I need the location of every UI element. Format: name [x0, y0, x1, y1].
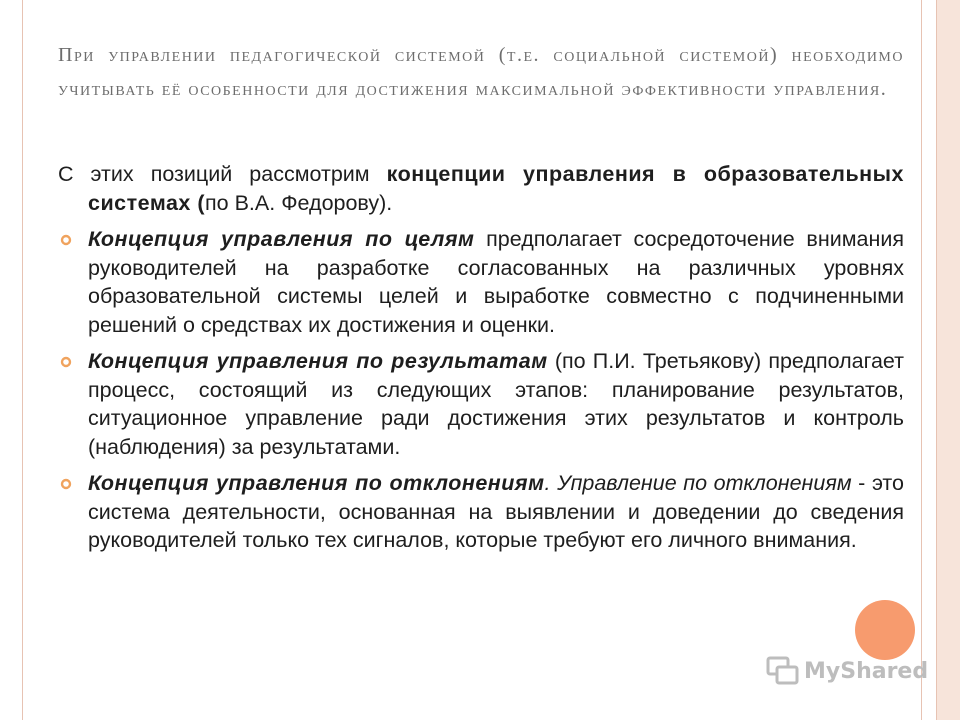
intro-bold: концепции управления в образовательных системах ( [88, 162, 904, 215]
concept-text: - это система деятельности, основанная на выявлении и доведении до сведения руководителей только тех сигналов, которые требуют его личного внимания. [88, 471, 904, 552]
slide-title: При управлении педагогической системой (т.е. социальной системой) необходимо учитывать её особенности для достижения максимальной эффективности управления. [58, 44, 904, 100]
concept-text: (по П.И. Третьякову) предполагает процесс, состоящий из следующих этапов: планирование результатов, ситуационное управление ради достижения этих результатов и контроль (наблюдения) за результатами. [88, 349, 905, 459]
bullet-ring-icon [60, 234, 72, 246]
concept-text: предполагает сосредоточение внимания руководителей на разработке согласованных на различных уровнях образовательной системы целей и выработке совместно с подчиненными решений о средствах их достижения и оценки. [88, 227, 904, 337]
watermark-text: MyShared [804, 658, 929, 684]
list-item [58, 347, 904, 461]
bullet-ring-icon [60, 478, 72, 490]
list-item [58, 469, 904, 555]
decorative-orange-circle [855, 600, 915, 660]
concept-term: Концепция управления по отклонениям [88, 471, 545, 495]
watermark [766, 656, 928, 686]
list-item [58, 225, 904, 339]
intro-lead: С этих позиций рассмотрим [58, 162, 387, 186]
concept-term: Концепция управления по результатам [88, 349, 548, 373]
concept-term: Концепция управления по целям [88, 227, 475, 251]
intro-tail: по В.А. Федорову). [205, 190, 393, 215]
concept-italic: . Управление по отклонениям [544, 471, 852, 495]
decorative-side-band [936, 0, 960, 720]
bullet-ring-icon [60, 356, 72, 368]
intro-paragraph [58, 160, 904, 217]
myshared-logo-icon [766, 656, 800, 686]
slide-body [58, 160, 904, 563]
